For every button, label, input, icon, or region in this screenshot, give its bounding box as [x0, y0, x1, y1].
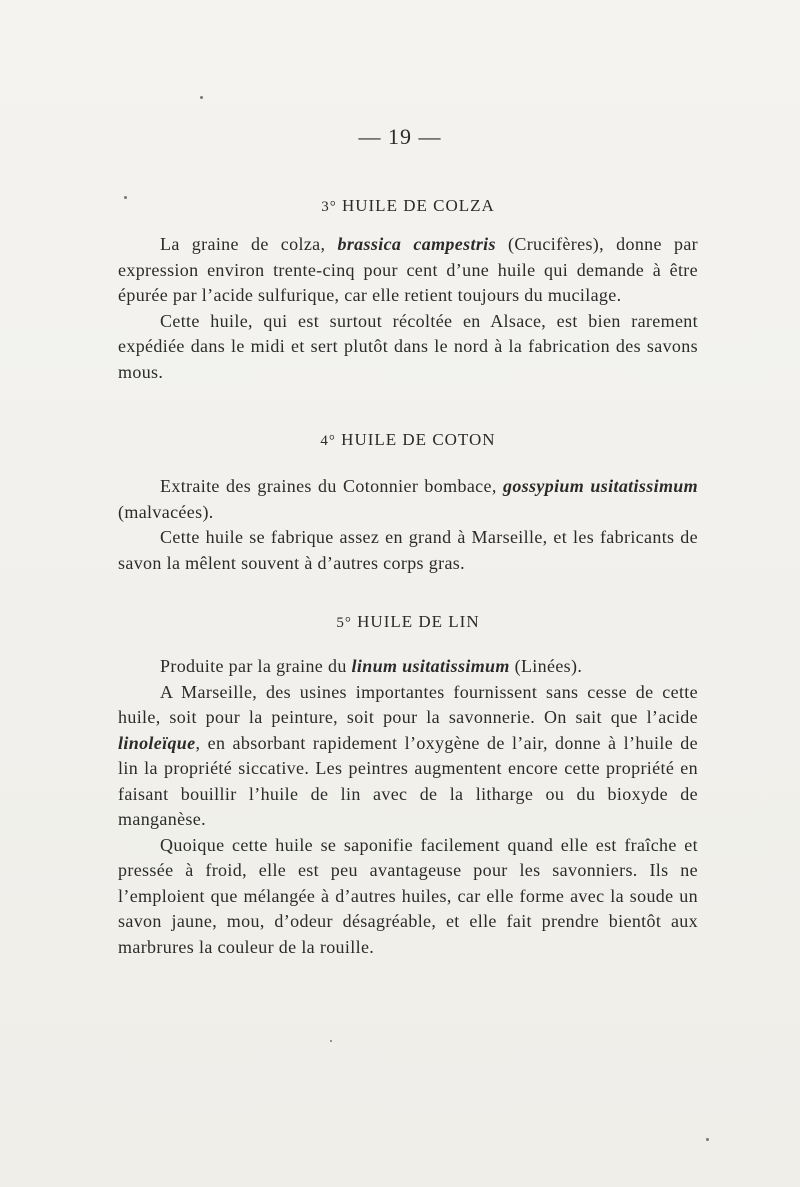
- paper-speck: [706, 1138, 709, 1141]
- italic-term: linum usitatissimum: [351, 656, 510, 676]
- italic-term: brassica campestris: [337, 234, 496, 254]
- paragraph: [118, 654, 698, 680]
- paper-speck: [124, 196, 127, 199]
- paper-speck: [330, 1040, 332, 1042]
- paragraph: Quoique cette huile se saponifie facilement quand elle est fraîche et pressée à froid, elle est peu avantageuse pour les savonniers. Ils ne l’emploient que mélangée à d’autres huiles, car elle forme avec la soude un savon jaune, mou, d’odeur désagréable, et elle fait prendre bientôt aux marbrures la couleur de la rouille.: [118, 834, 698, 957]
- text-run: (Linées).: [509, 656, 583, 676]
- text-run: (malvacées).: [118, 501, 214, 522]
- paragraph: Cette huile, qui est surtout récoltée en Alsace, est bien rarement expédiée dans le midi et sert plutôt dans le nord à la fabrication des savons mous.: [118, 310, 698, 382]
- section-huile-de-coton: [118, 430, 698, 576]
- text-run: La graine de colza,: [160, 234, 338, 254]
- heading-number: 4°: [320, 433, 336, 449]
- paragraph: [118, 474, 698, 525]
- paragraph: [118, 232, 698, 309]
- heading-number: 3°: [321, 199, 337, 215]
- section-huile-de-colza: [118, 196, 698, 385]
- section-heading: [118, 612, 698, 632]
- text-run: (Crucifères), donne par expression environ trente-cinq pour cent d’une huile qui demande à être épurée par l’acide sulfurique, car elle retient toujours du mucilage.: [118, 234, 698, 305]
- italic-term: linoleïque: [118, 732, 196, 753]
- heading-number: 5°: [336, 615, 352, 631]
- paragraph: [118, 680, 698, 833]
- paragraph: Cette huile se fabrique assez en grand à Marseille, et les fabricants de savon la mêlent souvent à d’autres corps gras.: [118, 527, 698, 573]
- section-huile-de-lin: [118, 612, 698, 960]
- heading-title: HUILE DE COTON: [341, 430, 496, 449]
- section-heading: [118, 430, 698, 450]
- page-number: — 19 —: [358, 124, 442, 149]
- section-heading: [118, 196, 698, 216]
- paper-speck: [200, 96, 203, 99]
- text-run: Produite par la graine du: [160, 656, 352, 676]
- heading-title: HUILE DE LIN: [357, 612, 480, 631]
- text-run: , en absorbant rapidement l’oxygène de l’air, donne à l’huile de lin la propriété siccative. Les peintres augmentent encore cette propriété en faisant bouillir l’huile de lin avec de la litharge ou du bioxyde de manganèse.: [118, 732, 698, 829]
- italic-term: gossypium usitatissimum: [502, 476, 699, 496]
- heading-title: HUILE DE COLZA: [341, 196, 495, 215]
- text-run: Extraite des graines du Cotonnier bombace,: [160, 476, 503, 496]
- text-run: A Marseille, des usines importantes fournissent sans cesse de cette huile, soit pour la peinture, soit pour la savonnerie. On sait que l’acide: [118, 681, 698, 727]
